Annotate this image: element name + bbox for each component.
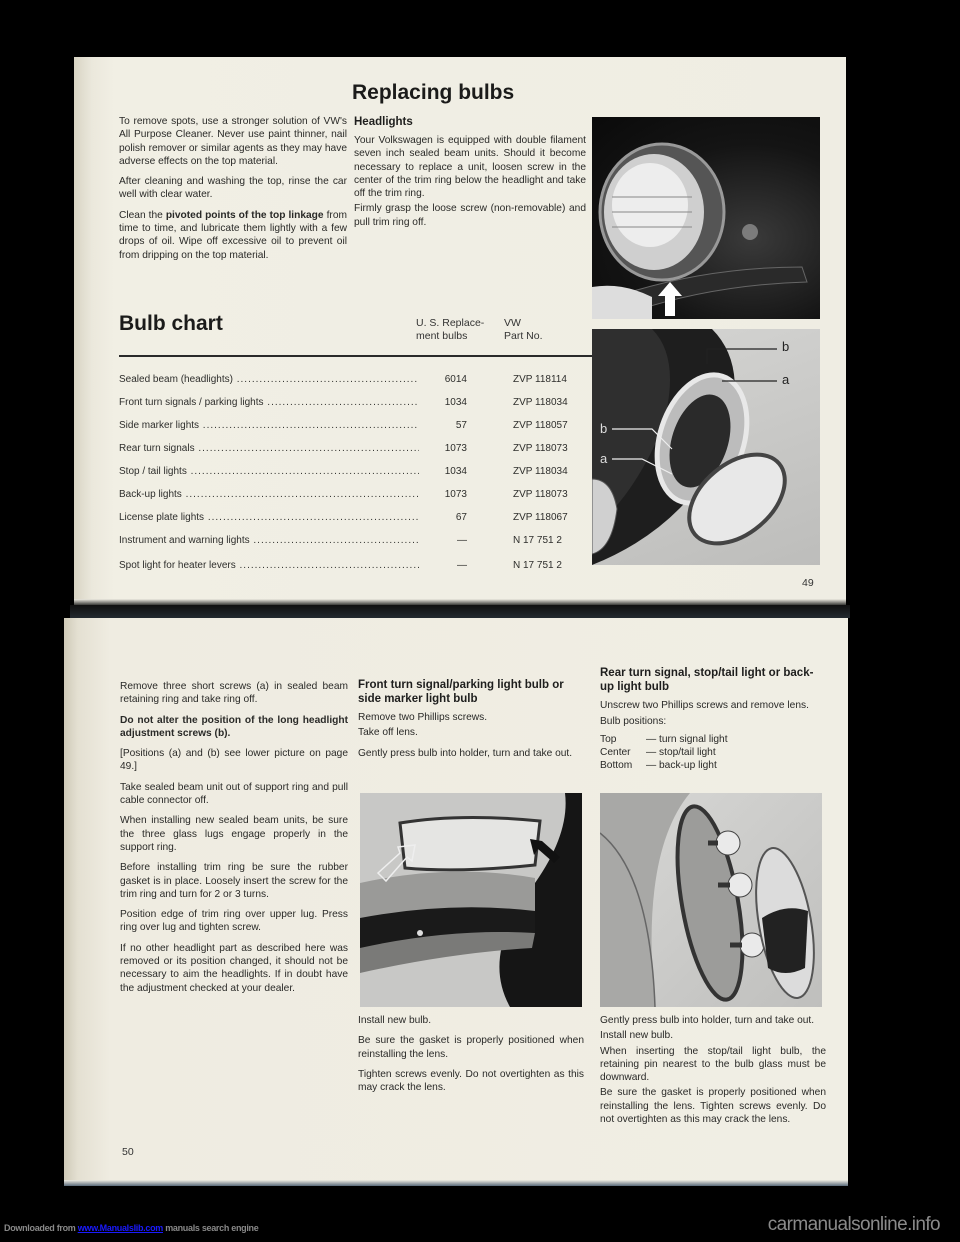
paragraph: Before installing trim ring be sure the rubber gasket is in place. Loosely insert the screw for the trim ring and turn for 2 or 3 turns. bbox=[120, 862, 348, 900]
front-turn-signal-illustration bbox=[360, 793, 582, 1007]
watermark: carmanualsonline.info bbox=[767, 1214, 940, 1235]
paragraph: Tighten screws evenly. Do not overtighten as this may crack the lens. bbox=[358, 1068, 584, 1094]
rear-light-photo bbox=[600, 793, 822, 1007]
table-row: Instrument and warning lights ..... — N 17 751 2 bbox=[119, 535, 595, 549]
paragraph: Be sure the gasket is properly positioned when reinstalling the lens. bbox=[358, 1035, 584, 1060]
paragraph: Take sealed beam unit out of support ring and pull cable connector off. bbox=[120, 781, 348, 807]
rear-light-illustration bbox=[600, 793, 822, 1007]
front-turn-install-text bbox=[358, 1014, 584, 1101]
rear-turn-section bbox=[600, 666, 826, 772]
label-b-left: b bbox=[600, 421, 608, 436]
paragraph: Your Volkswagen is equipped with double filament seven inch sealed beam units. Should it become necessary to replace a unit, loosen screw in the center of the trim ring below the headlight and take off the trim ring. bbox=[354, 135, 586, 200]
table-rule bbox=[119, 355, 597, 357]
bulb-chart-table bbox=[119, 374, 597, 584]
paragraph: If no other headlight part as described here was removed or its position changed, it should not be necessary to aim the headlights. If in doubt have the adjustment checked at your dealer. bbox=[120, 942, 348, 994]
paragraph: Position edge of trim ring over upper lug. Press ring over lug and tighten screw. bbox=[120, 909, 348, 934]
headlight-ring-photo bbox=[592, 329, 820, 565]
paragraph: Install new bulb. bbox=[600, 1030, 674, 1042]
paragraph: Remove two Phillips screws. bbox=[358, 712, 488, 723]
front-turn-signal-photo bbox=[360, 793, 582, 1007]
table-row: Side marker lights ..... 57 ZVP 118057 bbox=[119, 420, 595, 434]
section-heading: Headlights bbox=[354, 116, 413, 128]
front-turn-section bbox=[358, 678, 584, 767]
rear-turn-install-text bbox=[600, 1014, 826, 1133]
page-49 bbox=[74, 57, 846, 605]
headlight-photo bbox=[592, 117, 820, 319]
paragraph: To remove spots, use a stronger solution of VW's All Purpose Cleaner. Never use paint thinner, nail polish remover or similar agents as they may have adverse effects on the top material. bbox=[119, 116, 347, 167]
paragraph: [Positions (a) and (b) see lower picture on page 49.] bbox=[120, 748, 348, 773]
table-row: Sealed beam (headlights) ..... 6014 ZVP 118114 bbox=[119, 374, 595, 388]
paragraph: Gently press bulb into holder, turn and take out. bbox=[358, 747, 573, 759]
table-row: Rear turn signals ..... 1073 ZVP 118073 bbox=[119, 443, 595, 457]
page-number: 50 bbox=[122, 1146, 134, 1158]
up-arrow-icon bbox=[658, 282, 682, 316]
paragraph: When installing new sealed beam units, be sure the three glass lugs engage properly in the support ring. bbox=[120, 815, 348, 853]
bulb-position: Center — stop/tail light bbox=[600, 746, 716, 758]
page-number: 49 bbox=[802, 577, 814, 589]
bulb-positions-list bbox=[600, 733, 826, 772]
bulb-position: Top — turn signal light bbox=[600, 733, 728, 745]
table-row: Stop / tail lights ..... 1034 ZVP 118034 bbox=[119, 466, 595, 480]
paragraph: Remove three short screws (a) in sealed beam retaining ring and take ring off. bbox=[120, 681, 348, 706]
page-title: Replacing bulbs bbox=[352, 81, 515, 104]
headlight-replacement-column bbox=[120, 680, 348, 1002]
table-row: Spot light for heater levers ..... — N 17 751 2 bbox=[119, 560, 595, 574]
download-attribution: Downloaded from www.Manualslib.com manuals search engine bbox=[4, 1223, 259, 1233]
label-b-top: b bbox=[782, 339, 790, 354]
cleaning-column bbox=[119, 115, 347, 269]
column-header-us-bulbs: U. S. Replace- ment bulbs bbox=[416, 317, 485, 342]
manualslib-link[interactable]: www.Manualslib.com bbox=[77, 1223, 163, 1233]
section-heading: Front turn signal/parking light bulb or side marker light bulb bbox=[358, 679, 564, 705]
paragraph: Take off lens. bbox=[358, 727, 418, 739]
column-header-vw-part: VW Part No. bbox=[504, 317, 543, 342]
warning-paragraph: Do not alter the position of the long headlight adjustment screws (b). bbox=[120, 714, 348, 739]
emphasis: pivoted points of the top linkage bbox=[165, 209, 324, 221]
headlight-illustration bbox=[592, 117, 820, 319]
paragraph: After cleaning and washing the top, rinse the car well with clear water. bbox=[119, 176, 347, 201]
table-row: Back-up lights ..... 1073 ZVP 118073 bbox=[119, 489, 595, 503]
bulb-chart-heading: Bulb chart bbox=[119, 312, 223, 335]
paragraph: Unscrew two Phillips screws and remove lens. bbox=[600, 700, 809, 711]
paragraph: Firmly grasp the loose screw (non-removable) and pull trim ring off. bbox=[354, 203, 586, 228]
bulb-position: Bottom — back-up light bbox=[600, 759, 717, 771]
table-row: Front turn signals / parking lights ..... 1034 ZVP 118034 bbox=[119, 397, 595, 411]
label-a-top: a bbox=[782, 372, 790, 387]
table-row: License plate lights ..... 67 ZVP 118067 bbox=[119, 512, 595, 526]
label-a-left: a bbox=[600, 451, 608, 466]
headlight-ring-illustration bbox=[592, 329, 820, 565]
paragraph: When inserting the stop/tail light bulb, the retaining pin nearest to the bulb glass must be downward. bbox=[600, 1045, 826, 1084]
paragraph: Clean the pivoted points of the top linkage from time to time, and lubricate them lightly with a few drops of oil. Wipe off excessive oil to prevent oil from dripping on the top material. bbox=[119, 209, 347, 261]
paragraph: Bulb positions: bbox=[600, 716, 667, 728]
headlights-section bbox=[354, 115, 586, 236]
paragraph: Be sure the gasket is properly positioned when reinstalling the lens. Tighten screws evenly. Do not overtighten as this may crack the lens. bbox=[600, 1087, 826, 1126]
page-gap bbox=[70, 605, 850, 618]
section-heading: Rear turn signal, stop/tail light or back-up light bulb bbox=[600, 667, 814, 693]
paragraph: Gently press bulb into holder, turn and take out. bbox=[600, 1015, 815, 1026]
paragraph: Install new bulb. bbox=[358, 1015, 432, 1026]
page-50 bbox=[64, 618, 848, 1186]
